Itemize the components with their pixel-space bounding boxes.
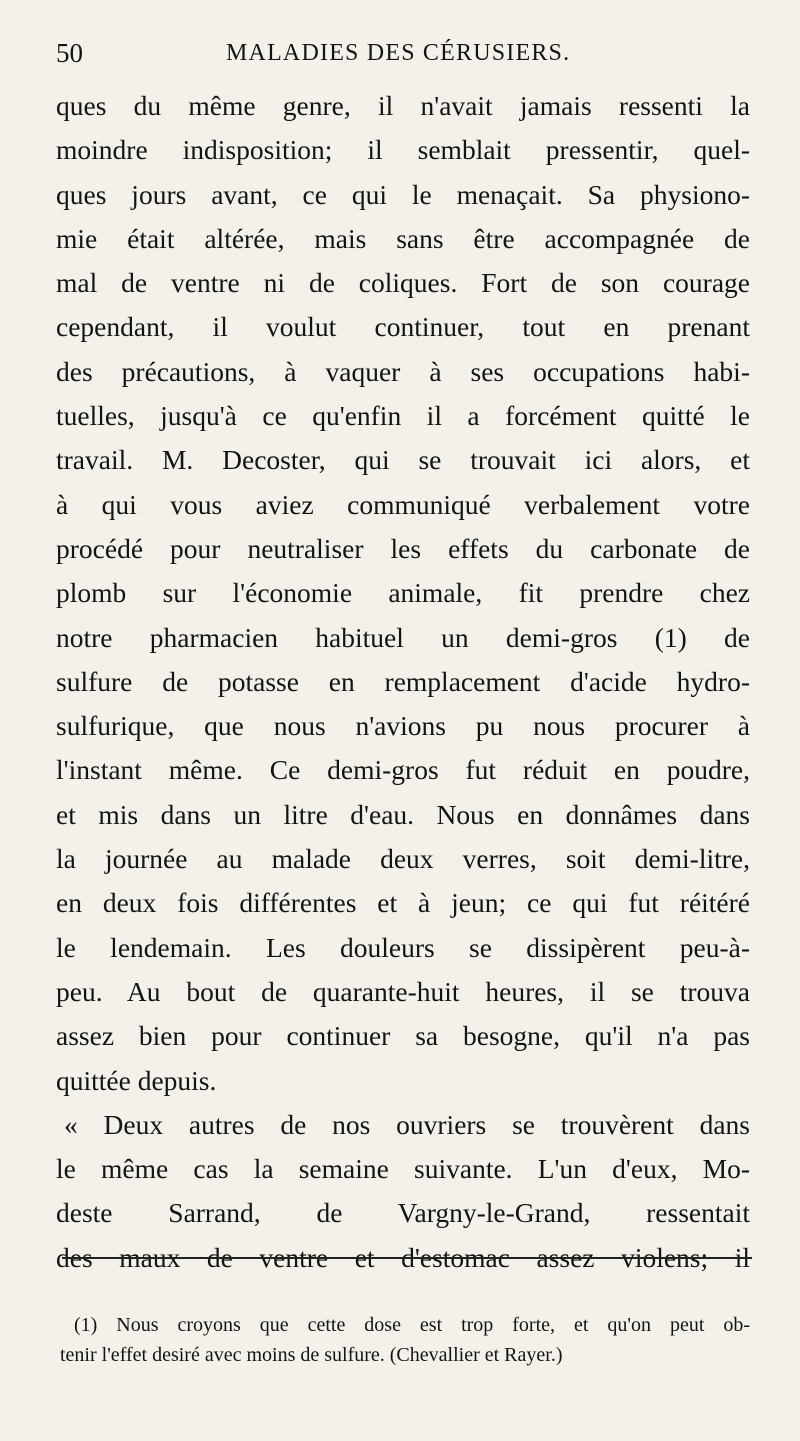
footnote-divider — [62, 1257, 752, 1259]
footnote — [60, 1310, 750, 1370]
text-line: plomb sur l'économie animale, fit prendre chez — [56, 577, 750, 609]
text-line: notre pharmacien habituel un demi-gros (1) de — [56, 621, 750, 653]
text-line: sulfure de potasse en remplacement d'acide hydro- — [56, 665, 750, 697]
text-line: ques jours avant, ce qui le menaçait. Sa physiono- — [56, 178, 750, 210]
text-line: peu. Au bout de quarante-huit heures, il se trouva — [56, 975, 750, 1007]
text-line: la journée au malade deux verres, soit demi-litre, — [56, 843, 750, 875]
text-line: procédé pour neutraliser les effets du carbonate de — [56, 532, 750, 564]
text-line: et mis dans un litre d'eau. Nous en donnâmes dans — [56, 798, 750, 830]
text-line: deste Sarrand, de Vargny-le-Grand, ressentait — [56, 1197, 750, 1229]
text-line: cependant, il voulut continuer, tout en prenant — [56, 311, 750, 343]
body-text — [56, 84, 750, 1280]
text-line: le même cas la semaine suivante. L'un d'eux, Mo- — [56, 1153, 750, 1185]
text-line: le lendemain. Les douleurs se dissipèrent peu-à- — [56, 931, 750, 963]
text-line: travail. M. Decoster, qui se trouvait ici alors, et — [56, 444, 750, 476]
text-line: des maux de ventre et d'estomac assez violens; il — [56, 1241, 750, 1273]
text-line: à qui vous aviez communiqué verbalement votre — [56, 488, 750, 520]
text-line: sulfurique, que nous n'avions pu nous procurer à — [56, 710, 750, 742]
text-line: assez bien pour continuer sa besogne, qu'il n'a pas — [56, 1020, 750, 1052]
page-header — [56, 38, 766, 78]
text-line: l'instant même. Ce demi-gros fut réduit en poudre, — [56, 754, 750, 786]
text-line: moindre indisposition; il semblait pressentir, quel- — [56, 134, 750, 166]
running-title: MALADIES DES CÉRUSIERS. — [226, 40, 571, 66]
text-line: tuelles, jusqu'à ce qu'enfin il a forcément quitté le — [56, 400, 750, 432]
footnote-line: tenir l'effet desiré avec moins de sulfure. (Chevallier et Rayer.) — [60, 1344, 563, 1366]
text-line: mie était altérée, mais sans être accompagnée de — [56, 222, 750, 254]
text-line: mal de ventre ni de coliques. Fort de son courage — [56, 267, 750, 299]
footnote-line: (1) Nous croyons que cette dose est trop forte, et qu'on peut ob- — [74, 1314, 750, 1336]
text-line: « Deux autres de nos ouvriers se trouvèrent dans — [64, 1108, 750, 1140]
text-line: ques du même genre, il n'avait jamais ressenti la — [56, 90, 750, 121]
text-line: en deux fois différentes et à jeun; ce qui fut réitéré — [56, 887, 750, 919]
text-line: des précautions, à vaquer à ses occupations habi- — [56, 355, 750, 387]
text-line: quittée depuis. — [56, 1064, 217, 1096]
page-number: 50 — [56, 38, 83, 68]
